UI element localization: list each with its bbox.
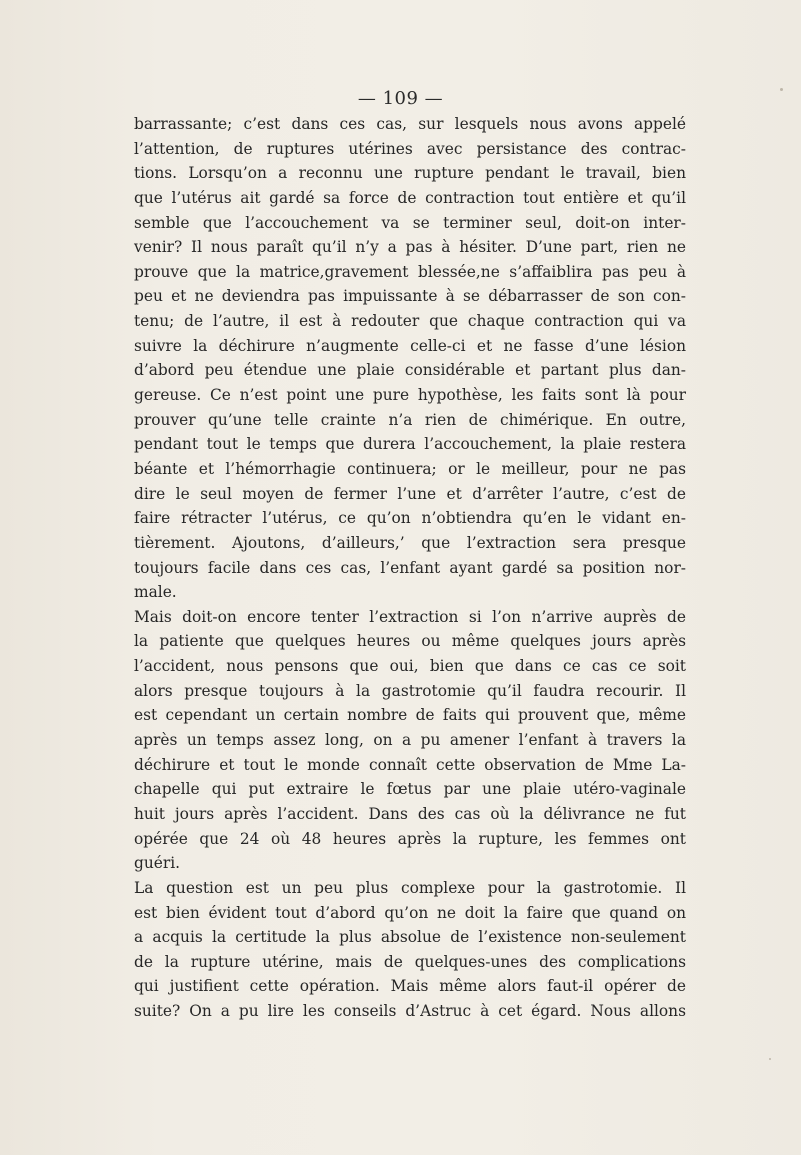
paragraph-start-line: La question est un peu plus complexe pour la gastrotomie. Il bbox=[134, 878, 686, 897]
text-line: est bien évident tout d’abord qu’on ne doit la faire que quand on bbox=[134, 903, 686, 922]
text-line: après un temps assez long, on a pu amener l’enfant à travers la bbox=[134, 731, 686, 750]
text-line: venir? Il nous paraît qu’il n’y a pas à hésiter. D’une part, rien ne bbox=[134, 238, 686, 257]
text-line: peu et ne deviendra pas impuissante à se débarrasser de son con- bbox=[134, 287, 686, 306]
text-line: a acquis la certitude la plus absolue de l’existence non-seulement bbox=[134, 928, 686, 947]
text-line: qui justifient cette opération. Mais même alors faut-il opérer de bbox=[134, 977, 686, 996]
text-line: dire le seul moyen de fermer l’une et d’arrêter l’autre, c’est de bbox=[134, 484, 686, 503]
text-line: béante et l’hémorrhagie continuera; or le meilleur, pour ne pas bbox=[134, 459, 686, 478]
text-line: opérée que 24 où 48 heures après la rupture, les femmes ont bbox=[134, 829, 686, 848]
paragraph-start-line: Mais doit-on encore tenter l’extraction si l’on n’arrive auprès de bbox=[134, 607, 686, 626]
text-line: est cependant un certain nombre de faits qui prouvent que, même bbox=[134, 706, 686, 725]
text-line: déchirure et tout le monde connaît cette observation de Mme La- bbox=[134, 755, 686, 774]
text-line: tièrement. Ajoutons, d’ailleurs,’ que l’extraction sera presque bbox=[134, 533, 686, 552]
paper-speck bbox=[780, 88, 783, 91]
text-line: alors presque toujours à la gastrotomie qu’il faudra recourir. Il bbox=[134, 681, 686, 700]
text-line: tions. Lorsqu’on a reconnu une rupture pendant le travail, bien bbox=[134, 164, 686, 183]
paragraph-end-line: guéri. bbox=[134, 854, 181, 873]
text-line: faire rétracter l’utérus, ce qu’on n’obtiendra qu’en le vidant en- bbox=[134, 509, 686, 528]
text-line: l’accident, nous pensons que oui, bien que dans ce cas ce soit bbox=[134, 657, 686, 676]
text-line: suivre la déchirure n’augmente celle-ci et ne fasse d’une lésion bbox=[134, 336, 686, 355]
text-line: de la rupture utérine, mais de quelques-unes des complications bbox=[134, 952, 686, 971]
text-line: chapelle qui put extraire le fœtus par une plaie utéro-vaginale bbox=[134, 780, 686, 799]
text-line: barrassante; c’est dans ces cas, sur lesquels nous avons appelé bbox=[134, 115, 686, 133]
text-line: semble que l’accouchement va se terminer seul, doit-on inter- bbox=[134, 213, 686, 232]
text-line: l’attention, de ruptures utérines avec persistance des contrac- bbox=[134, 139, 686, 158]
text-line: prouve que la matrice,gravement blessée,ne s’affaiblira pas peu à bbox=[134, 262, 686, 281]
text-line: suite? On a pu lire les conseils d’Astruc à cet égard. Nous allons bbox=[134, 1002, 686, 1021]
text-line: prouver qu’une telle crainte n’a rien de chimérique. En outre, bbox=[134, 410, 686, 429]
text-line: que l’utérus ait gardé sa force de contraction tout entière et qu’il bbox=[134, 188, 686, 207]
text-line: d’abord peu étendue une plaie considérable et partant plus dan- bbox=[134, 361, 686, 380]
text-line: pendant tout le temps que durera l’accouchement, la plaie restera bbox=[134, 435, 686, 454]
text-line: tenu; de l’autre, il est à redouter que chaque contraction qui va bbox=[134, 312, 686, 331]
text-line: huit jours après l’accident. Dans des cas où la délivrance ne fut bbox=[134, 804, 686, 823]
text-line: la patiente que quelques heures ou même quelques jours après bbox=[134, 632, 686, 651]
text-line: gereuse. Ce n’est point une pure hypothèse, les faits sont là pour bbox=[134, 386, 686, 405]
text-line: toujours facile dans ces cas, l’enfant ayant gardé sa position nor- bbox=[134, 558, 686, 577]
paper-speck bbox=[769, 1058, 771, 1060]
paragraph-end-line: male. bbox=[134, 583, 177, 602]
body-text bbox=[134, 112, 686, 1024]
page-number: — 109 — bbox=[357, 88, 444, 109]
